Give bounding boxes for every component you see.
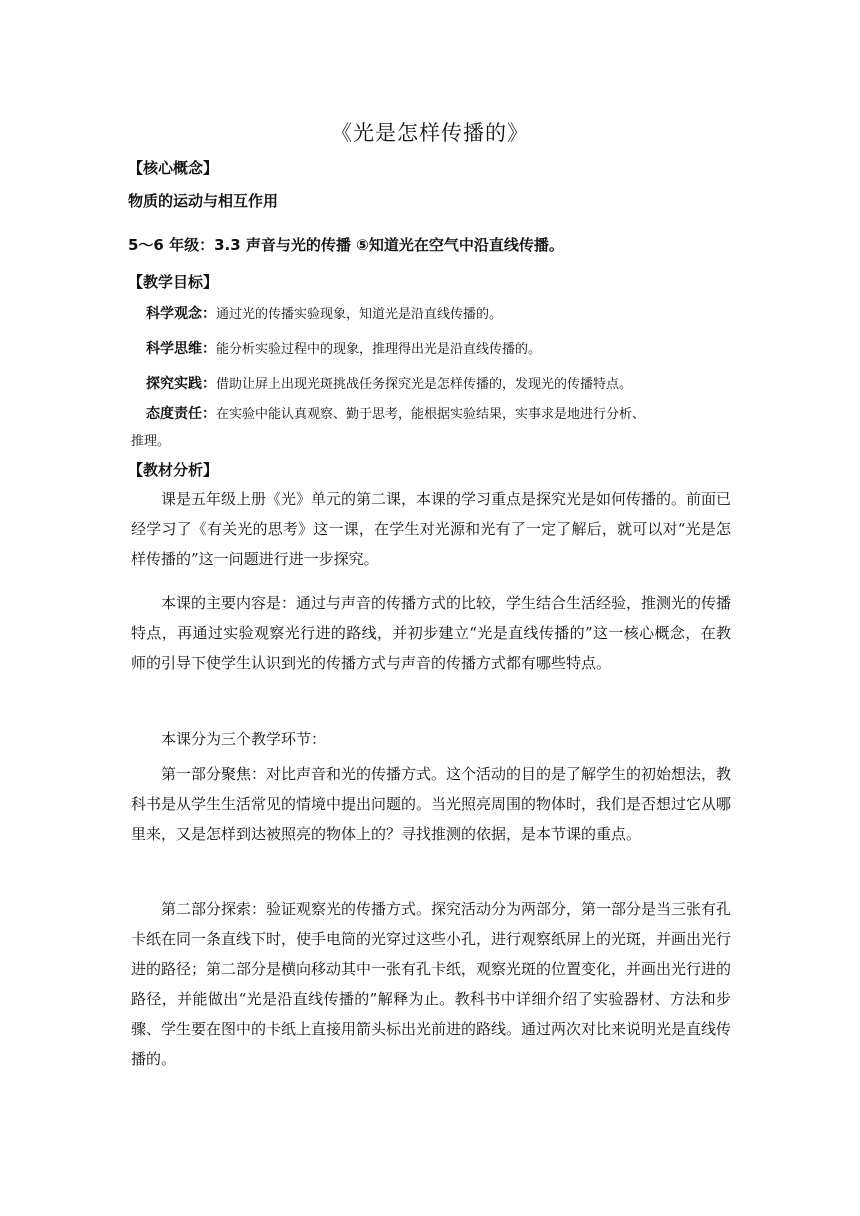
objective-label: 态度责任： xyxy=(146,406,216,422)
objective-text: 能分析实验过程中的现象，推理得出光是沿直线传播的。 xyxy=(216,342,542,357)
objective-label: 探究实践： xyxy=(146,376,216,392)
core-concept-heading: 【核心概念】 xyxy=(128,159,219,177)
core-concept-text: 物质的运动与相互作用 xyxy=(128,192,279,210)
analysis-paragraph: 本课分为三个教学环节： xyxy=(161,730,327,748)
objectives-heading: 【教学目标】 xyxy=(128,273,219,291)
objective-text: 通过光的传播实验现象，知道光是沿直线传播的。 xyxy=(216,307,503,322)
objective-item xyxy=(146,403,645,423)
objective-label: 科学观念： xyxy=(146,306,216,322)
objective-text: 在实验中能认真观察、勤于思考，能根据实验结果，实事求是地进行分析、 xyxy=(216,407,646,422)
objective-item xyxy=(146,338,541,358)
analysis-paragraph: 本课的主要内容是：通过与声音的传播方式的比较，学生结合生活经验，推测光的传播特点，再通过实验观察光行进的路线，并初步建立“光是直线传播的”这一核心概念，在教师的引导下使学生认识到光的传播方式与声音的传播方式都有哪些特点。 xyxy=(131,594,732,672)
analysis-paragraph: 第一部分聚焦：对比声音和光的传播方式。这个活动的目的是了解学生的初始想法，教科书是从学生生活常见的情境中提出问题的。当光照亮周围的物体时，我们是否想过它从哪里来，又是怎样到达被照亮的物体上的？寻找推测的依据，是本节课的重点。 xyxy=(131,765,732,843)
analysis-heading: 【教材分析】 xyxy=(128,461,219,479)
objective-item xyxy=(146,373,632,393)
grade-standard-line: 5～6 年级：3.3 声音与光的传播 ⑤知道光在空气中沿直线传播。 xyxy=(128,236,564,254)
analysis-paragraph: 第二部分探索：验证观察光的传播方式。探究活动分为两部分，第一部分是当三张有孔卡纸在同一条直线下时，使手电筒的光穿过这些小孔，进行观察纸屏上的光斑，并画出光行进的路径；第二部分是横向移动其中一张有孔卡纸，观察光斑的位置变化，并画出光行进的路径，并能做出“光是沿直线传播的”解释为止。教科书中详细介绍了实验器材、方法和步骤、学生要在图中的卡纸上直接用箭头标出光前进的路线。通过两次对比来说明光是直线传播的。 xyxy=(131,900,732,1068)
objective-label: 科学思维： xyxy=(146,341,216,357)
document-title: 《光是怎样传播的》 xyxy=(331,121,529,145)
analysis-paragraph: 课是五年级上册《光》单元的第二课，本课的学习重点是探究光是如何传播的。前面已经学习了《有关光的思考》这一课，在学生对光源和光有了一定了解后，就可以对“光是怎样传播的”这一问题进行进一步探究。 xyxy=(131,490,732,568)
objective-continuation: 推理。 xyxy=(131,434,171,449)
objective-item xyxy=(146,303,502,323)
objective-text: 借助让屏上出现光斑挑战任务探究光是怎样传播的，发现光的传播特点。 xyxy=(216,377,633,392)
